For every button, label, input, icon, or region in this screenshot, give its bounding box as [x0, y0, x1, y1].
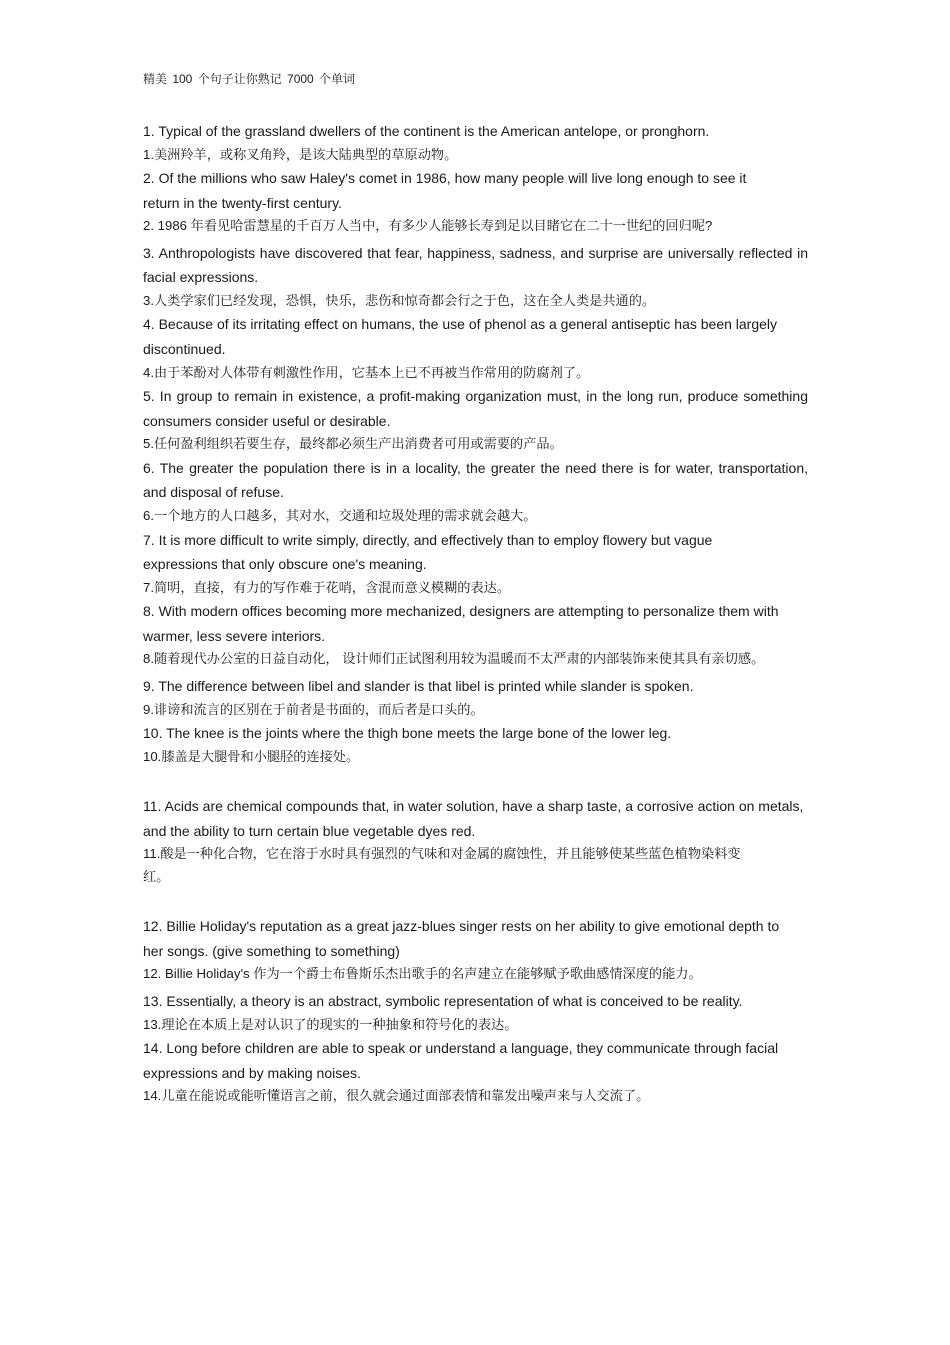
english-sentence: 3. Anthropologists have discovered that fear, happiness, sadness, and surprise are universally reflected in facial expressions. — [143, 244, 808, 286]
sentence-11 — [143, 794, 808, 888]
chinese-translation: 4.由于苯酚对人体带有刺激性作用，它基本上已不再被当作常用的防腐剂了。 — [143, 364, 590, 380]
sentence-12 — [143, 914, 808, 986]
english-sentence: 14. Long before children are able to speak or understand a language, they communicate through facial expressions and by making noises. — [143, 1040, 779, 1081]
page-header: 精美 100 个句子让你熟记 7000 个单词 — [143, 72, 356, 86]
paragraph-gap — [143, 768, 808, 794]
english-sentence: 8. With modern offices becoming more mechanized, designers are attempting to personalize them with warmer, less severe interiors. — [143, 603, 779, 644]
english-sentence: 5. In group to remain in existence, a profit-making organization must, in the long run, produce something consumers consider useful or desirable. — [143, 388, 808, 429]
chinese-translation: 8.随着现代办公室的日益自动化， 设计师们正试图利用较为温暖而不太严肃的内部装饰来使其具有亲切感。 — [143, 651, 765, 667]
english-sentence: 12. Billie Holiday's reputation as a great jazz-blues singer rests on her ability to give emotional depth to her songs. (give something to something) — [143, 918, 780, 959]
english-sentence: 13. Essentially, a theory is an abstract, symbolic representation of what is conceived to be reality. — [143, 992, 743, 1009]
chinese-translation: 10.膝盖是大腿骨和小腿胫的连接处。 — [143, 748, 360, 764]
sentence-8 — [143, 599, 808, 671]
english-sentence: 1. Typical of the grassland dwellers of the continent is the American antelope, or pronghorn. — [143, 123, 710, 139]
chinese-translation: 3.人类学家们已经发现，恐惧，快乐，悲伤和惊奇都会行之于色，这在全人类是共通的。 — [143, 292, 656, 308]
sentence-1 — [143, 119, 808, 166]
english-sentence: 6. The greater the population there is in a locality, the greater the need there is for water, transportation, and disposal of refuse. — [143, 459, 808, 501]
chinese-translation: 7.简明，直接，有力的写作难于花哨，含混而意义模糊的表达。 — [143, 579, 511, 595]
chinese-translation: 14.儿童在能说或能听懂语言之前，很久就会通过面部表情和靠发出噪声来与人交流了。 — [143, 1088, 650, 1104]
english-sentence: 9. The difference between libel and slander is that libel is printed while slander is spoken. — [143, 677, 694, 694]
sentence-14 — [143, 1036, 808, 1108]
chinese-translation: 11.酸是一种化合物，它在溶于水时具有强烈的气味和对金属的腐蚀性，并且能够使某些蓝色植物染料变红。 — [143, 846, 741, 884]
sentence-2 — [143, 166, 808, 238]
chinese-translation: 12. Billie Holiday's 作为一个爵士布鲁斯乐杰出歌手的名声建立在能够赋予歌曲感情深度的能力。 — [143, 966, 702, 982]
paragraph-gap — [143, 888, 808, 914]
chinese-translation: 6.一个地方的人口越多，其对水，交通和垃圾处理的需求就会越大。 — [143, 508, 537, 524]
sentence-9 — [143, 674, 808, 721]
english-sentence: 7. It is more difficult to write simply, directly, and effectively than to employ flowery but vague expressions that only obscure one's meaning. — [143, 531, 713, 573]
english-sentence: 2. Of the millions who saw Haley's comet in 1986, how many people will live long enough to see it return in the twenty-first century. — [143, 170, 747, 211]
sentence-3 — [143, 241, 808, 313]
english-sentence: 11. Acids are chemical compounds that, in water solution, have a sharp taste, a corrosive action on metals, and the ability to turn certain blue vegetable dyes red. — [143, 798, 804, 839]
sentence-7 — [143, 528, 808, 600]
sentence-5 — [143, 384, 808, 456]
sentence-10 — [143, 721, 808, 768]
english-sentence: 4. Because of its irritating effect on humans, the use of phenol as a general antiseptic has been largely discontinued. — [143, 316, 778, 358]
chinese-translation: 1.美洲羚羊，或称叉角羚，是该大陆典型的草原动物。 — [143, 146, 458, 162]
chinese-translation: 2. 1986 年看见哈雷慧星的千百万人当中，有多少人能够长寿到足以目睹它在二十一世纪的回归呢? — [143, 218, 713, 234]
english-sentence: 10. The knee is the joints where the thigh bone meets the large bone of the lower leg. — [143, 725, 672, 741]
chinese-translation: 9.诽谤和流言的区别在于前者是书面的，而后者是口头的。 — [143, 701, 484, 717]
chinese-translation: 13.理论在本质上是对认识了的现实的一种抽象和符号化的表达。 — [143, 1016, 518, 1032]
sentence-13 — [143, 989, 808, 1036]
chinese-translation: 5.任何盈利组织若要生存，最终都必须生产出消费者可用或需要的产品。 — [143, 436, 563, 452]
sentence-4 — [143, 312, 808, 384]
sentence-6 — [143, 456, 808, 528]
